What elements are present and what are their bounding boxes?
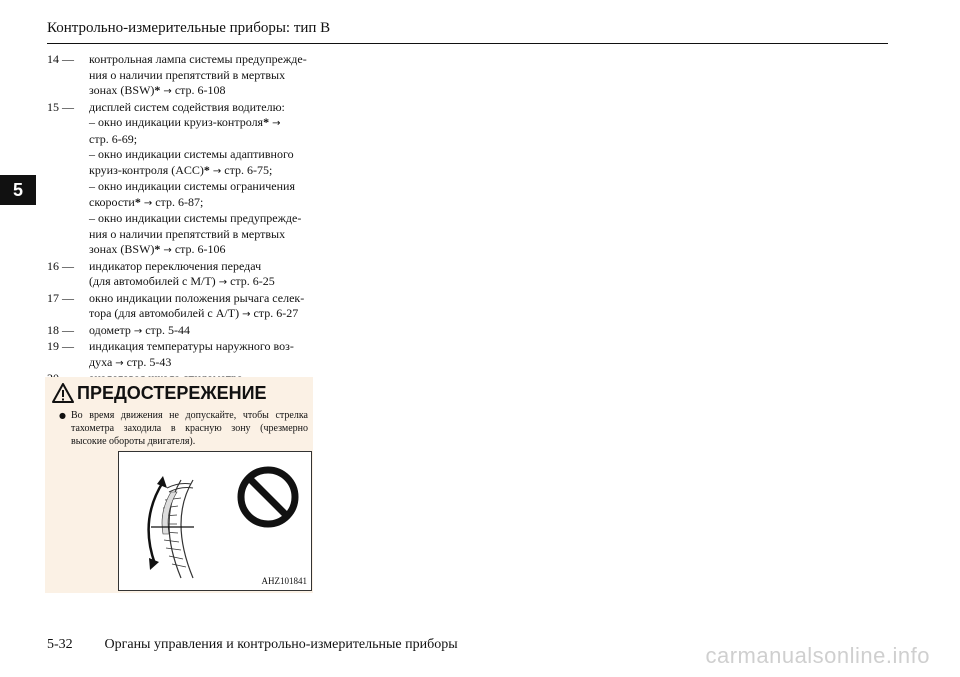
page-reference-link[interactable]: стр. 6-87; bbox=[155, 194, 204, 209]
item-line bbox=[89, 211, 311, 227]
bullet-icon: ● bbox=[59, 411, 66, 420]
asterisk-icon: * bbox=[203, 162, 210, 177]
item-line-text: – окно индикации системы адаптивного bbox=[89, 147, 294, 161]
figure-caption: AHZ101841 bbox=[261, 576, 307, 586]
item-line bbox=[89, 274, 311, 291]
warning-triangle-icon bbox=[52, 383, 74, 403]
item-number: 18 — bbox=[47, 322, 74, 337]
item-line bbox=[89, 227, 311, 243]
page-reference-link[interactable]: стр. 6-75; bbox=[224, 162, 273, 177]
item-line-text: окно индикации положения рычага селек- bbox=[89, 290, 305, 305]
item-line bbox=[89, 195, 311, 212]
warning-text: Во время движения не допускайте, чтобы стрелка тахометра заходила в красную зону (чрезмерно высокие обороты двигателя). bbox=[71, 410, 308, 447]
warning-title: ПРЕДОСТЕРЕЖЕНИЕ bbox=[77, 382, 267, 403]
arrow-right-icon: → bbox=[163, 245, 172, 256]
page-reference-link[interactable]: стр. 5-44 bbox=[145, 322, 190, 337]
asterisk-icon: * bbox=[263, 115, 270, 129]
item-list bbox=[47, 52, 311, 387]
item-number: 19 — bbox=[47, 339, 74, 353]
item-line-text: – окно индикации системы ограничения bbox=[89, 179, 295, 193]
item-line-text: одометр bbox=[89, 322, 131, 337]
item-line-text: индикация температуры наружного воз- bbox=[89, 339, 294, 353]
asterisk-icon: * bbox=[134, 194, 141, 209]
page-footer bbox=[47, 637, 458, 653]
item-line bbox=[89, 115, 311, 132]
arrow-right-icon: → bbox=[133, 325, 143, 337]
item-line bbox=[89, 291, 311, 307]
list-item bbox=[47, 52, 311, 100]
item-text bbox=[89, 52, 311, 100]
page-reference-link[interactable]: стр. 5-43 bbox=[126, 354, 172, 369]
page-reference-link[interactable]: стр. 6-106 bbox=[174, 242, 226, 256]
item-line-text: – окно индикации круиз-контроля bbox=[89, 115, 264, 129]
item-line bbox=[89, 147, 311, 163]
item-text bbox=[89, 100, 311, 259]
item-line bbox=[89, 242, 311, 259]
item-line bbox=[89, 355, 311, 372]
list-item bbox=[47, 259, 311, 291]
item-line bbox=[89, 83, 311, 100]
arrow-right-icon: → bbox=[163, 86, 172, 97]
item-line-text: зонах (BSW) bbox=[89, 242, 155, 256]
chapter-tab: 5 bbox=[0, 175, 36, 205]
item-line-text: тора (для автомобилей с A/T) bbox=[89, 306, 240, 320]
footer-section-title: Органы управления и контрольно-измерительные приборы bbox=[104, 637, 458, 652]
list-item bbox=[47, 100, 311, 259]
item-line-text: скорости bbox=[89, 194, 135, 209]
page-reference-link[interactable]: стр. 6-25 bbox=[230, 274, 275, 288]
asterisk-icon: * bbox=[154, 83, 161, 97]
item-line-text: духа bbox=[89, 354, 113, 369]
item-text bbox=[89, 259, 311, 291]
item-line-text: (для автомобилей с M/T) bbox=[89, 274, 216, 288]
item-line-text: стр. 6-69; bbox=[89, 131, 138, 146]
asterisk-icon: * bbox=[154, 242, 161, 256]
item-number: 14 — bbox=[47, 52, 74, 66]
item-line bbox=[89, 68, 311, 84]
page-header-title: Контрольно-измерительные приборы: тип B bbox=[47, 20, 331, 36]
arrow-right-icon: → bbox=[115, 357, 124, 369]
item-line bbox=[89, 306, 311, 323]
list-item bbox=[47, 323, 311, 340]
header-rule bbox=[47, 43, 888, 44]
page-number: 5-32 bbox=[47, 637, 73, 652]
item-line bbox=[89, 52, 311, 68]
arrow-right-icon: → bbox=[218, 277, 228, 288]
item-line bbox=[89, 323, 311, 340]
item-line-text: ния о наличии препятствий в мертвых bbox=[89, 226, 286, 241]
item-line-text: зонах (BSW) bbox=[89, 83, 155, 97]
item-line bbox=[89, 100, 311, 116]
prohibition-icon bbox=[241, 470, 295, 524]
item-line-text: контрольная лампа системы предупрежде- bbox=[89, 52, 307, 66]
item-line bbox=[89, 179, 311, 195]
item-number: 16 — bbox=[47, 258, 74, 273]
page-reference-link[interactable]: стр. 6-108 bbox=[174, 83, 226, 97]
item-line-text: – окно индикации системы предупрежде- bbox=[89, 211, 302, 225]
item-line-text: дисплей систем содействия водителю: bbox=[89, 99, 285, 114]
arrow-right-icon: → bbox=[143, 197, 153, 209]
watermark: carmanualsonline.info bbox=[705, 643, 930, 668]
tachometer-figure bbox=[118, 451, 312, 591]
item-line bbox=[89, 132, 311, 148]
arrow-right-icon: → bbox=[272, 118, 281, 129]
item-number: 15 — bbox=[47, 99, 74, 114]
item-line bbox=[89, 339, 311, 355]
tachometer-scale-illustration bbox=[149, 476, 194, 578]
item-text bbox=[89, 323, 311, 340]
list-item bbox=[47, 291, 311, 323]
item-text bbox=[89, 291, 311, 323]
item-number: 17 — bbox=[47, 290, 74, 305]
page-reference-link[interactable]: стр. 6-27 bbox=[253, 306, 299, 320]
item-text bbox=[89, 339, 311, 371]
warning-header bbox=[52, 382, 267, 404]
list-item bbox=[47, 339, 311, 371]
arrow-right-icon: → bbox=[242, 309, 251, 320]
item-line bbox=[89, 259, 311, 275]
item-line-text: ния о наличии препятствий в мертвых bbox=[89, 67, 286, 82]
item-line-text: индикатор переключения передач bbox=[89, 258, 262, 273]
warning-body bbox=[59, 409, 308, 448]
item-line bbox=[89, 163, 311, 180]
item-line-text: круиз-контроля (ACC) bbox=[89, 162, 204, 177]
arrow-right-icon: → bbox=[212, 165, 222, 177]
